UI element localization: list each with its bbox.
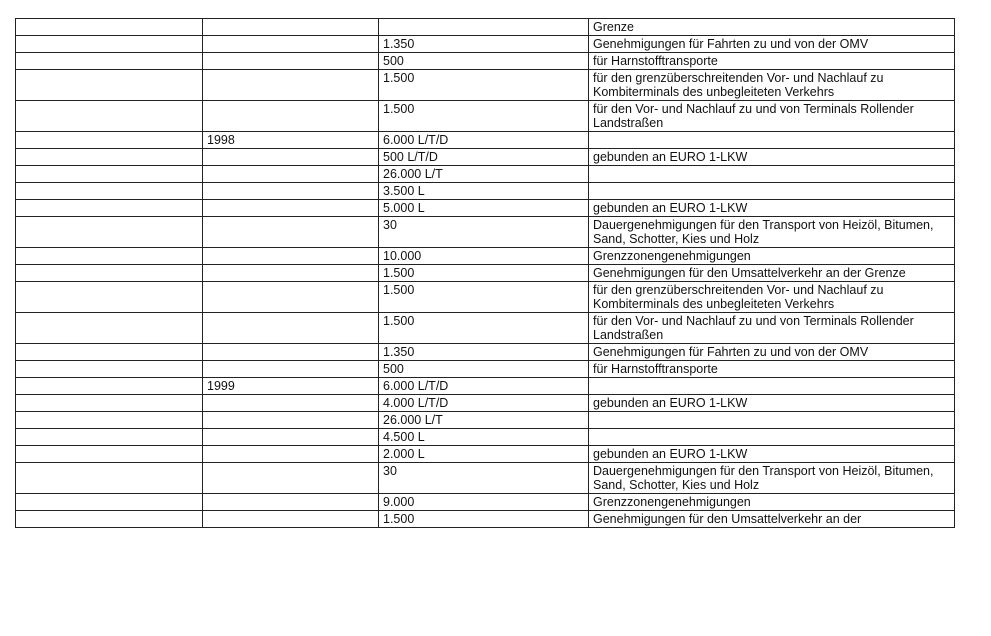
description-cell: [589, 166, 955, 183]
year-cell: [203, 361, 379, 378]
amount-cell: 6.000 L/T/D: [379, 132, 589, 149]
empty-cell: [16, 511, 203, 528]
amount-cell: 6.000 L/T/D: [379, 378, 589, 395]
description-cell: gebunden an EURO 1-LKW: [589, 149, 955, 166]
amount-cell: 4.500 L: [379, 429, 589, 446]
table-row: [16, 412, 955, 429]
empty-cell: [16, 200, 203, 217]
description-cell: [589, 429, 955, 446]
empty-cell: [16, 217, 203, 248]
empty-cell: [16, 412, 203, 429]
empty-cell: [16, 344, 203, 361]
year-cell: [203, 53, 379, 70]
description-cell: für den grenzüberschreitenden Vor- und Nachlauf zu Kombiterminals des unbegleiteten Verkehrs: [589, 70, 955, 101]
empty-cell: [16, 248, 203, 265]
table-row: [16, 70, 955, 101]
table-row: [16, 395, 955, 412]
empty-cell: [16, 361, 203, 378]
amount-cell: 500 L/T/D: [379, 149, 589, 166]
year-cell: [203, 70, 379, 101]
description-cell: [589, 412, 955, 429]
amount-cell: 5.000 L: [379, 200, 589, 217]
table-row: [16, 101, 955, 132]
table-row: [16, 149, 955, 166]
empty-cell: [16, 19, 203, 36]
description-cell: Genehmigungen für den Umsattelverkehr an der: [589, 511, 955, 528]
empty-cell: [16, 265, 203, 282]
table-row: [16, 132, 955, 149]
amount-cell: 1.500: [379, 313, 589, 344]
empty-cell: [16, 149, 203, 166]
empty-cell: [16, 101, 203, 132]
empty-cell: [16, 132, 203, 149]
year-cell: [203, 494, 379, 511]
year-cell: [203, 200, 379, 217]
year-cell: [203, 183, 379, 200]
table-row: [16, 53, 955, 70]
amount-cell: 4.000 L/T/D: [379, 395, 589, 412]
permits-table: [15, 18, 955, 528]
year-cell: [203, 265, 379, 282]
empty-cell: [16, 494, 203, 511]
empty-cell: [16, 183, 203, 200]
amount-cell: 30: [379, 217, 589, 248]
empty-cell: [16, 36, 203, 53]
description-cell: für den grenzüberschreitenden Vor- und Nachlauf zu Kombiterminals des unbegleiteten Verkehrs: [589, 282, 955, 313]
description-cell: Dauergenehmigungen für den Transport von Heizöl, Bitumen, Sand, Schotter, Kies und Holz: [589, 217, 955, 248]
table-row: [16, 265, 955, 282]
year-cell: [203, 412, 379, 429]
year-cell: 1998: [203, 132, 379, 149]
amount-cell: 1.500: [379, 511, 589, 528]
amount-cell: 500: [379, 53, 589, 70]
year-cell: [203, 395, 379, 412]
description-cell: für Harnstofftransporte: [589, 361, 955, 378]
empty-cell: [16, 313, 203, 344]
table-row: [16, 378, 955, 395]
year-cell: [203, 217, 379, 248]
year-cell: [203, 511, 379, 528]
description-cell: Grenze: [589, 19, 955, 36]
table-row: [16, 446, 955, 463]
amount-cell: 1.500: [379, 101, 589, 132]
table-row: [16, 217, 955, 248]
description-cell: für den Vor- und Nachlauf zu und von Terminals Rollender Landstraßen: [589, 101, 955, 132]
year-cell: [203, 19, 379, 36]
amount-cell: 26.000 L/T: [379, 412, 589, 429]
description-cell: Grenzzonengenehmigungen: [589, 248, 955, 265]
amount-cell: 1.350: [379, 344, 589, 361]
amount-cell: 1.500: [379, 265, 589, 282]
amount-cell: 1.350: [379, 36, 589, 53]
year-cell: [203, 282, 379, 313]
empty-cell: [16, 70, 203, 101]
table-row: [16, 429, 955, 446]
table-row: [16, 511, 955, 528]
empty-cell: [16, 463, 203, 494]
table-row: [16, 361, 955, 378]
table-row: [16, 166, 955, 183]
year-cell: [203, 36, 379, 53]
amount-cell: 26.000 L/T: [379, 166, 589, 183]
empty-cell: [16, 446, 203, 463]
table-row: [16, 200, 955, 217]
empty-cell: [16, 429, 203, 446]
empty-cell: [16, 378, 203, 395]
table-row: [16, 494, 955, 511]
year-cell: [203, 313, 379, 344]
description-cell: gebunden an EURO 1-LKW: [589, 200, 955, 217]
amount-cell: 2.000 L: [379, 446, 589, 463]
description-cell: [589, 132, 955, 149]
table-row: [16, 248, 955, 265]
year-cell: [203, 446, 379, 463]
description-cell: für Harnstofftransporte: [589, 53, 955, 70]
description-cell: Dauergenehmigungen für den Transport von Heizöl, Bitumen, Sand, Schotter, Kies und Holz: [589, 463, 955, 494]
amount-cell: 1.500: [379, 282, 589, 313]
year-cell: [203, 344, 379, 361]
description-cell: Genehmigungen für Fahrten zu und von der OMV: [589, 344, 955, 361]
description-cell: Grenzzonengenehmigungen: [589, 494, 955, 511]
amount-cell: 3.500 L: [379, 183, 589, 200]
table-row: [16, 344, 955, 361]
year-cell: [203, 101, 379, 132]
amount-cell: 500: [379, 361, 589, 378]
table-row: [16, 19, 955, 36]
description-cell: für den Vor- und Nachlauf zu und von Terminals Rollender Landstraßen: [589, 313, 955, 344]
amount-cell: [379, 19, 589, 36]
year-cell: [203, 429, 379, 446]
empty-cell: [16, 166, 203, 183]
description-cell: gebunden an EURO 1-LKW: [589, 395, 955, 412]
empty-cell: [16, 53, 203, 70]
amount-cell: 1.500: [379, 70, 589, 101]
description-cell: [589, 378, 955, 395]
table-row: [16, 282, 955, 313]
table-body: [16, 19, 955, 528]
year-cell: [203, 166, 379, 183]
year-cell: [203, 149, 379, 166]
table-row: [16, 183, 955, 200]
amount-cell: 30: [379, 463, 589, 494]
description-cell: [589, 183, 955, 200]
description-cell: Genehmigungen für den Umsattelverkehr an der Grenze: [589, 265, 955, 282]
year-cell: [203, 463, 379, 494]
description-cell: gebunden an EURO 1-LKW: [589, 446, 955, 463]
year-cell: [203, 248, 379, 265]
table-row: [16, 36, 955, 53]
amount-cell: 9.000: [379, 494, 589, 511]
empty-cell: [16, 282, 203, 313]
table-row: [16, 313, 955, 344]
empty-cell: [16, 395, 203, 412]
description-cell: Genehmigungen für Fahrten zu und von der OMV: [589, 36, 955, 53]
table-row: [16, 463, 955, 494]
amount-cell: 10.000: [379, 248, 589, 265]
year-cell: 1999: [203, 378, 379, 395]
